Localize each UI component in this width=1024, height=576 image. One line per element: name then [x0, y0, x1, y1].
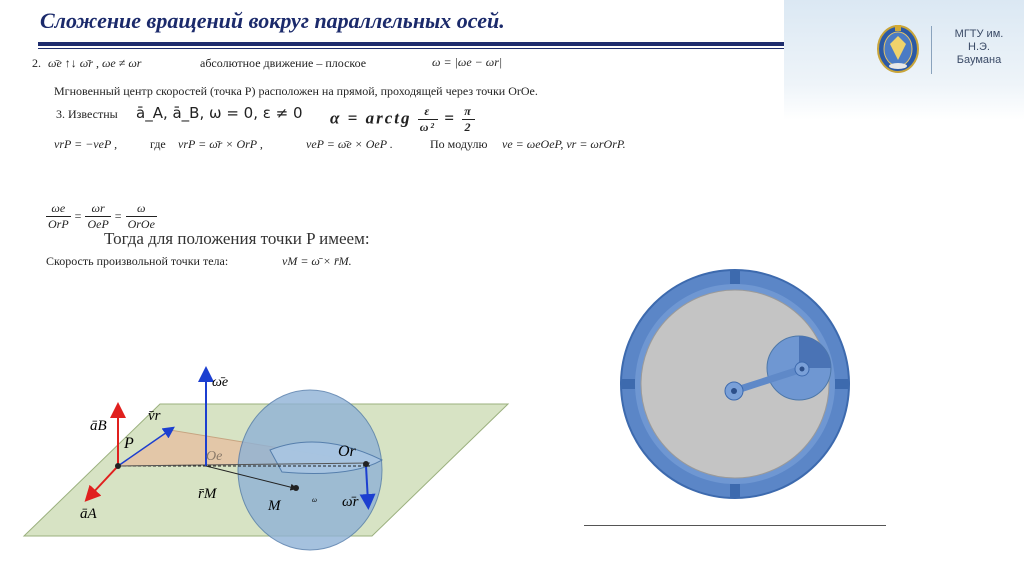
ratio-d3: OrOe	[127, 217, 155, 231]
point-Or	[363, 461, 369, 467]
label-Or: Or	[338, 443, 356, 460]
org-line-3: Баумана	[956, 54, 1002, 66]
point-P	[115, 463, 121, 469]
disk-notch-left	[621, 379, 635, 389]
alpha-num: ε	[418, 104, 438, 120]
velocity-eq-1: vrP = −veP ,	[54, 137, 118, 151]
crank-pivot-right-hole	[800, 367, 805, 372]
ratio-frac-3	[126, 201, 157, 232]
label-M: M	[268, 498, 281, 514]
university-emblem-icon	[874, 22, 922, 74]
organization-name	[944, 28, 1014, 67]
velocity-where: где	[150, 137, 166, 151]
case-3-known: ā_A, ā_B, ω = 0, ε ≠ 0	[136, 104, 303, 122]
case-2-condition: ω̄e ↑↓ ω̄r , ωe ≠ ωr	[48, 56, 142, 70]
label-small-omega: ω	[312, 496, 317, 504]
alpha-formula	[330, 104, 475, 135]
label-vr: v̄r	[148, 408, 161, 424]
crank-pivot-left-hole	[731, 388, 737, 394]
ratio-frac-2	[85, 201, 110, 232]
ratio-n1: ωe	[46, 201, 71, 217]
point-M	[293, 485, 299, 491]
alpha-rden: 2	[464, 120, 473, 134]
org-line-1: МГТУ им.	[954, 28, 1004, 40]
velocity-modulo: По модулю	[430, 137, 488, 151]
speed-formula: vM = ω̄ × r̄M.	[282, 254, 352, 268]
velocity-eq-3: veP = ω̄e × OeP .	[306, 137, 393, 151]
label-aB: āB	[90, 418, 107, 434]
illustration-baseline	[584, 525, 886, 526]
alpha-label: α = arctg	[330, 108, 412, 128]
velocity-eq-2: vrP = ω̄r × OrP ,	[178, 137, 263, 151]
ratio-d2: OeP	[87, 217, 109, 231]
alpha-rnum: π	[464, 104, 473, 118]
label-omega-r: ω̄r	[342, 494, 359, 510]
ratio-n3: ω	[126, 201, 157, 217]
header-divider	[931, 26, 932, 74]
disk-notch-bottom	[730, 484, 740, 498]
label-P: P	[124, 435, 134, 452]
mcs-statement: Мгновенный центр скоростей (точка P) расположен на прямой, проходящей через точки OrOe.	[54, 84, 538, 98]
alpha-fraction	[418, 104, 438, 135]
ratio-equation	[46, 201, 157, 232]
alpha-result-fraction	[462, 104, 475, 135]
title-underline	[38, 42, 784, 46]
case-2-description: абсолютное движение – плоское	[200, 56, 367, 70]
disk-mechanism-illustration	[584, 251, 886, 526]
title-underline-thin	[38, 48, 784, 49]
label-rM: r̄M	[198, 486, 217, 502]
ratio-d1: OrP	[48, 217, 69, 231]
alpha-equals: =	[444, 108, 456, 128]
label-aA: āA	[80, 506, 97, 522]
ratio-eq1: =	[74, 209, 82, 224]
ratio-frac-1	[46, 201, 71, 232]
disk-notch-right	[835, 379, 849, 389]
ratio-eq2: =	[114, 209, 122, 224]
ratio-n2: ωr	[85, 201, 110, 217]
velocity-eq-4: ve = ωeOeP, vr = ωrOrP.	[502, 137, 626, 151]
case-3-label: 3. Известны	[56, 107, 118, 121]
speed-statement: Скорость произвольной точки тела:	[46, 254, 229, 268]
org-line-2: Н.Э.	[968, 41, 990, 53]
case-2-formula: ω = |ωe − ωr|	[432, 55, 503, 69]
disk-notch-top	[730, 270, 740, 284]
label-omega-e: ω̄e	[212, 375, 229, 390]
case-2-number: 2.	[32, 56, 41, 70]
alpha-den: ω²	[419, 120, 437, 134]
then-statement: Тогда для положения точки P имеем:	[104, 229, 370, 248]
rotation-diagram	[20, 360, 530, 560]
label-Oe: Oe	[206, 449, 223, 464]
page-title: Сложение вращений вокруг параллельных осей.	[40, 8, 505, 33]
